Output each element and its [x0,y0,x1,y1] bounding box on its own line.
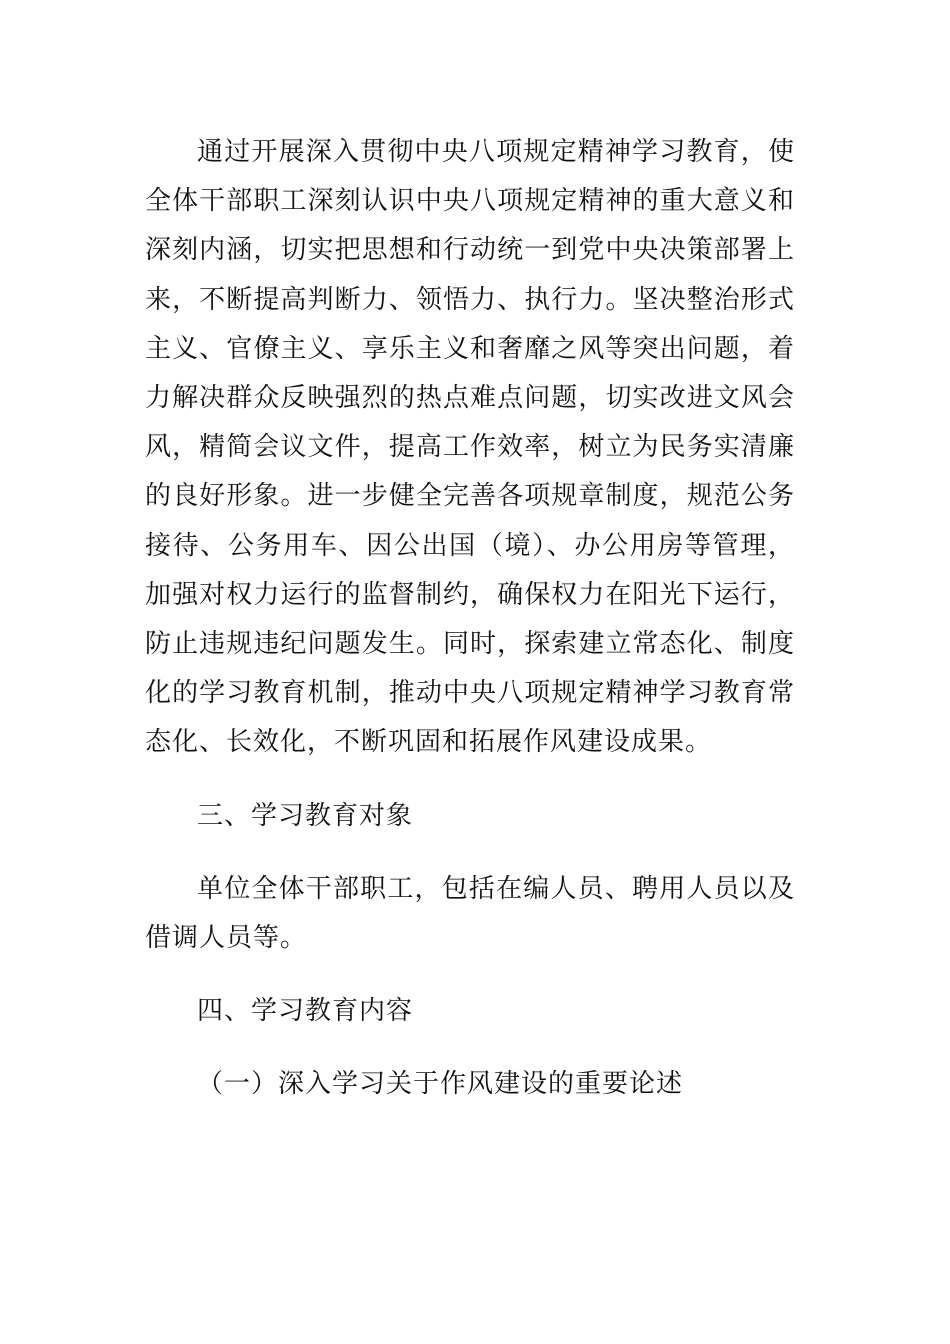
subsection-heading-1: （一）深入学习关于作风建设的重要论述 [197,1069,684,1100]
section-heading-content: 四、学习教育内容 [197,996,414,1027]
paragraph-objectives: 通过开展深入贯彻中央八项规定精神学习教育，使全体干部职工深刻认识中央八项规定精神的重大意义和深刻内涵，切实把思想和行动统一到党中央决策部署上来，不断提高判断力、领悟力、执行力。坚决整治形式主义、官僚主义、享乐主义和奢靡之风等突出问题，着力解决群众反映强烈的热点难点问题，切实改进文风会风，精简会议文件，提高工作效率，树立为民务实清廉的良好形象。进一步健全完善各项规章制度，规范公务接待、公务用车、因公出国（境）、办公用房等管理，加强对权力运行的监督制约，确保权力在阳光下运行，防止违规违纪问题发生。同时，探索建立常态化、制度化的学习教育机制，推动中央八项规定精神学习教育常态化、长效化，不断巩固和拓展作风建设成果。 [145,137,795,758]
paragraph-targets: 单位全体干部职工，包括在编人员、聘用人员以及借调人员等。 [145,873,795,954]
section-heading-targets: 三、学习教育对象 [197,800,414,831]
document-body [145,128,795,1110]
